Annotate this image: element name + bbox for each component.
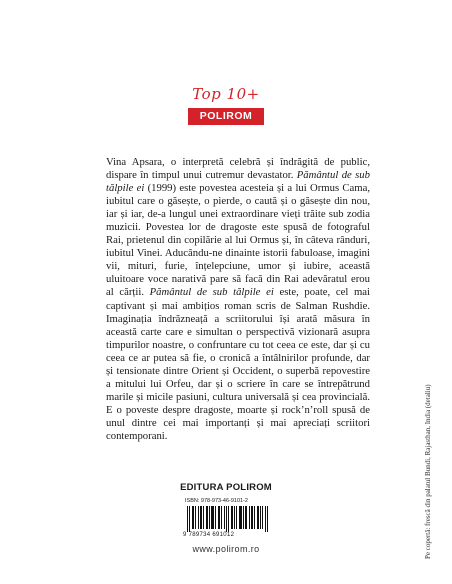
publisher-website: www.polirom.ro — [192, 544, 260, 554]
blurb-paragraph — [106, 156, 370, 443]
series-title: Top 10+ — [192, 85, 260, 103]
publisher-name: EDITURA POLIROM — [180, 482, 272, 493]
blurb-text-3: este, poate, cel mai captivant și mai ambițios roman scris de Salman Rushdie. Imaginația îndrăzneață a scriitorului își arată măsura în această carte care e simultan o perspectivă vizionară asupra timpurilor noastre, o confruntare cu tot ceea ce este, dar și cu ceea ce ar putea să fie, o cronică a întâlnirilor profunde, dar și tensionate dintre Orient și Occident, o superbă repovestire a mitului lui Orfeu, dar și o scriere în care se întrepătrund marile și micile pasiuni, cultura universală și cea provincială. E o poveste despre dragoste, moarte și rock’n’roll spusă de unul dintre cei mai importanți și mai apreciați scriitori contemporani. — [106, 286, 371, 442]
cover-credit: Pe copertă: frescă din palatul Bundi, Rajasthan, India (detaliu) — [424, 384, 432, 559]
series-brand — [0, 86, 452, 125]
blurb-text-2: (1999) este povestea acesteia și a lui Ormus Cama, iubitul care o găsește, o pierde, o caută și o găsește din nou, iar și iar, de-a lungul unei extraordinare vieți trăite sub zodia muzicii. Povestea lor de dragoste este spusă de fotograful Rai, prietenul din copilărie al lui Ormus și, în câteva rânduri, iubitul Vinei. Aducându-ne dinainte istorii fabuloase, imagini vii, mituri, furie, înțelepciune, umor și iubire, această uluitoare voce narativă pare să facă din Rai adevăratul erou al cărții. — [106, 182, 370, 299]
polirom-logo: POLIROM — [188, 108, 265, 125]
isbn-barcode-block — [183, 498, 271, 539]
isbn-number: ISBN: 978-973-46-9101-2 — [185, 498, 248, 504]
back-cover-blurb — [106, 156, 370, 443]
barcode-digits: 9 789734 691012 — [183, 532, 235, 538]
barcode-icon — [183, 506, 271, 532]
book-title-italic: Pământul de sub tălpile ei — [106, 169, 370, 195]
book-title-italic-2: Pământul de sub tălpile ei — [149, 286, 274, 299]
blurb-text-1: Vina Apsara, o interpretă celebră și îndrăgită de public, dispare în timpul unui cutremur devastator. — [106, 156, 370, 182]
